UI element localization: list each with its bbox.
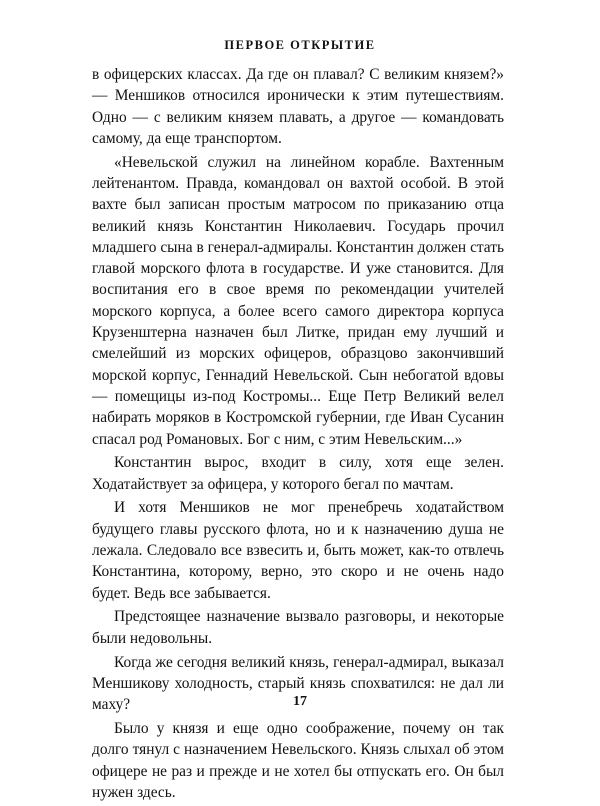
paragraph: Когда же сегодня великий князь, генерал-адмирал, выказал Меншикову холодность, старый князь спохватился: не дал ли маху? xyxy=(92,653,504,714)
paragraph: Предстоящее назначение вызвало разговоры, и некоторые были недовольны. xyxy=(92,608,504,647)
paragraph: И хотя Меншиков не мог пренебречь ходатайством будущего главы русского флота, но и к назначению душа не лежала. Следовало все взвесить и, быть может, как-то отвлечь Константина, которому, верно, это скоро и не очень надо будет. Ведь все забывается. xyxy=(92,499,504,602)
paragraph: Было у князя и еще одно соображение, почему он так долго тянул с назначением Невельского. Князь слыхал об этом офицере не раз и прежде и не хотел бы отпускать его. Он был нужен здесь. xyxy=(92,719,504,801)
paragraph: «Невельской служил на линейном корабле. Вахтенным лейтенантом. Правда, командовал он вахтой особой. В этой вахте был записан простым матросом по приказанию отца великий князь Константин Николаевич. Государь прочил младшего сына в генерал-адмиралы. Константин должен стать главой морского флота в государстве. И уже становится. Для воспитания его в свое время по рекомендации учителей морского корпуса, а более всего самого директора корпуса Крузенштерна назначен был Литке, придан ему лучший и смелейший из морских офицеров, образцово закончивший морской корпус, Геннадий Невельской. Сын небогатой вдовы — помещицы из-под Костромы... Еще Петр Великий велел набирать моряков в Костромской губернии, где Иван Сусанин спасал род Романовых. Бог с ним, с этим Невельским...» xyxy=(92,153,504,448)
running-head: ПЕРВОЕ ОТКРЫТИЕ xyxy=(224,38,376,52)
page-number: 17 xyxy=(293,694,307,709)
paragraph-continuation: в офицерских классах. Да где он плавал? С великим князем?» — Меншиков относился иронически к этим путешествиям. Одно — с великим князем плавать, а другое — командовать самому, да еще транспортом. xyxy=(92,66,504,147)
paragraph: Константин вырос, входит в силу, хотя еще зелен. Ходатайствует за офицера, у которого бегал по мачтам. xyxy=(92,454,504,493)
